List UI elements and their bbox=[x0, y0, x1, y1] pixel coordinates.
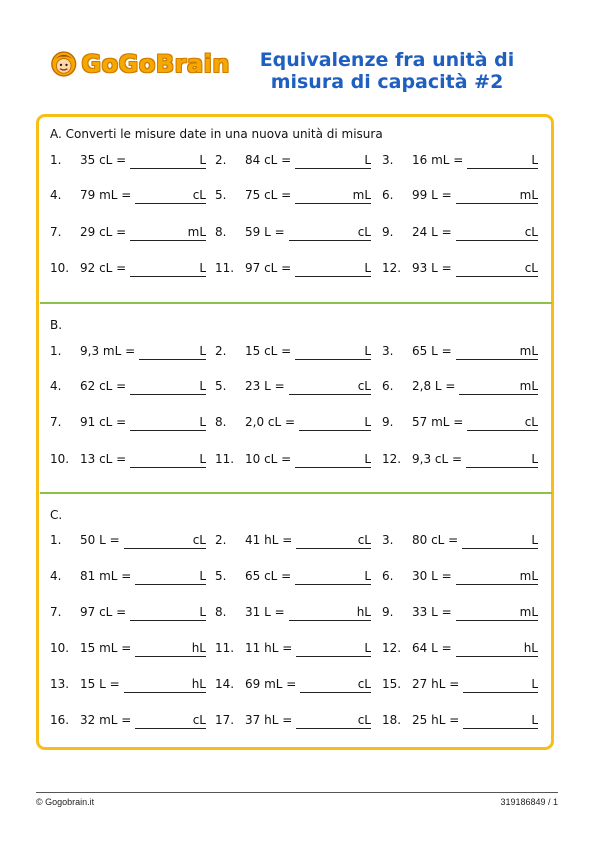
answer-blank[interactable] bbox=[456, 276, 538, 277]
target-unit: hL bbox=[191, 677, 206, 691]
problem-number: 4. bbox=[50, 379, 62, 393]
answer-blank[interactable] bbox=[467, 168, 538, 169]
problem-item bbox=[50, 225, 206, 241]
problem-expression: 25 hL = bbox=[412, 713, 460, 727]
target-unit: L bbox=[199, 605, 206, 619]
answer-blank[interactable] bbox=[295, 168, 371, 169]
problem-item bbox=[382, 677, 538, 693]
target-unit: cL bbox=[357, 677, 371, 691]
problem-expression: 62 cL = bbox=[80, 379, 127, 393]
answer-blank[interactable] bbox=[289, 240, 371, 241]
problem-item bbox=[382, 379, 538, 395]
answer-blank[interactable] bbox=[130, 430, 206, 431]
problem-number: 1. bbox=[50, 344, 62, 358]
problem-item bbox=[50, 153, 206, 169]
problem-number: 4. bbox=[50, 569, 62, 583]
problem-expression: 80 cL = bbox=[412, 533, 459, 547]
problem-item bbox=[215, 415, 371, 431]
problem-expression: 92 cL = bbox=[80, 261, 127, 275]
problem-number: 6. bbox=[382, 569, 394, 583]
problem-number: 11. bbox=[215, 261, 235, 275]
problem-expression: 81 mL = bbox=[80, 569, 132, 583]
problem-number: 6. bbox=[382, 379, 394, 393]
problem-expression: 16 mL = bbox=[412, 153, 464, 167]
problem-number: 11. bbox=[215, 452, 235, 466]
problem-item bbox=[382, 261, 538, 277]
page-title bbox=[237, 49, 537, 93]
section-a-instruction: A. Converti le misure date in una nuova unità di misura bbox=[50, 127, 383, 141]
target-unit: cL bbox=[524, 415, 538, 429]
problem-item bbox=[215, 569, 371, 585]
problem-item bbox=[215, 153, 371, 169]
target-unit: L bbox=[199, 452, 206, 466]
problem-number: 8. bbox=[215, 605, 227, 619]
problem-number: 8. bbox=[215, 415, 227, 429]
target-unit: cL bbox=[357, 533, 371, 547]
problem-number: 7. bbox=[50, 415, 62, 429]
problem-expression: 79 mL = bbox=[80, 188, 132, 202]
answer-blank[interactable] bbox=[296, 548, 371, 549]
target-unit: L bbox=[364, 153, 371, 167]
target-unit: L bbox=[364, 344, 371, 358]
problem-item bbox=[215, 677, 371, 693]
problem-expression: 15 mL = bbox=[80, 641, 132, 655]
target-unit: L bbox=[364, 569, 371, 583]
target-unit: cL bbox=[357, 379, 371, 393]
answer-blank[interactable] bbox=[135, 728, 206, 729]
answer-blank[interactable] bbox=[135, 656, 206, 657]
section-c-label: C. bbox=[50, 508, 63, 522]
target-unit: mL bbox=[519, 605, 538, 619]
section-divider bbox=[40, 492, 552, 494]
problem-number: 6. bbox=[382, 188, 394, 202]
problem-expression: 75 cL = bbox=[245, 188, 292, 202]
target-unit: L bbox=[199, 344, 206, 358]
answer-blank[interactable] bbox=[300, 692, 371, 693]
problem-item bbox=[50, 677, 206, 693]
brand-logo bbox=[50, 44, 230, 84]
section-b-label: B. bbox=[50, 318, 63, 332]
problem-number: 12. bbox=[382, 261, 402, 275]
answer-blank[interactable] bbox=[466, 467, 538, 468]
problem-expression: 57 mL = bbox=[412, 415, 464, 429]
problem-number: 7. bbox=[50, 225, 62, 239]
answer-blank[interactable] bbox=[462, 548, 538, 549]
problem-item bbox=[382, 344, 538, 360]
footer-divider bbox=[36, 792, 558, 793]
target-unit: L bbox=[199, 261, 206, 275]
problem-expression: 31 L = bbox=[245, 605, 285, 619]
target-unit: mL bbox=[352, 188, 371, 202]
target-unit: hL bbox=[356, 605, 371, 619]
problem-expression: 50 L = bbox=[80, 533, 120, 547]
problem-item bbox=[382, 225, 538, 241]
target-unit: cL bbox=[524, 225, 538, 239]
answer-blank[interactable] bbox=[135, 584, 206, 585]
problem-item bbox=[50, 569, 206, 585]
problem-expression: 9,3 cL = bbox=[412, 452, 463, 466]
problem-expression: 65 cL = bbox=[245, 569, 292, 583]
problem-number: 14. bbox=[215, 677, 235, 691]
problem-number: 11. bbox=[215, 641, 235, 655]
problem-number: 9. bbox=[382, 605, 394, 619]
problem-item bbox=[50, 713, 206, 729]
target-unit: L bbox=[364, 415, 371, 429]
target-unit: mL bbox=[519, 379, 538, 393]
answer-blank[interactable] bbox=[467, 430, 538, 431]
answer-blank[interactable] bbox=[456, 203, 538, 204]
answer-blank[interactable] bbox=[456, 584, 538, 585]
problem-number: 17. bbox=[215, 713, 235, 727]
footer-page-id: 319186849 / 1 bbox=[500, 797, 558, 807]
section-divider bbox=[40, 302, 552, 304]
problem-number: 7. bbox=[50, 605, 62, 619]
problem-number: 1. bbox=[50, 533, 62, 547]
answer-blank[interactable] bbox=[295, 359, 371, 360]
answer-blank[interactable] bbox=[130, 467, 206, 468]
answer-blank[interactable] bbox=[289, 620, 371, 621]
problem-item bbox=[215, 379, 371, 395]
problem-item bbox=[215, 713, 371, 729]
problem-item bbox=[215, 188, 371, 204]
problem-expression: 13 cL = bbox=[80, 452, 127, 466]
problem-number: 9. bbox=[382, 225, 394, 239]
answer-blank[interactable] bbox=[456, 359, 538, 360]
problem-item bbox=[215, 225, 371, 241]
problem-expression: 99 L = bbox=[412, 188, 452, 202]
problem-expression: 84 cL = bbox=[245, 153, 292, 167]
problem-item bbox=[382, 415, 538, 431]
problem-number: 10. bbox=[50, 641, 70, 655]
problem-number: 5. bbox=[215, 569, 227, 583]
answer-blank[interactable] bbox=[295, 467, 371, 468]
problem-item bbox=[382, 641, 538, 657]
problem-item bbox=[382, 533, 538, 549]
answer-blank[interactable] bbox=[456, 656, 538, 657]
answer-blank[interactable] bbox=[130, 394, 206, 395]
problem-expression: 24 L = bbox=[412, 225, 452, 239]
target-unit: L bbox=[531, 153, 538, 167]
problem-item bbox=[50, 261, 206, 277]
problem-item bbox=[215, 605, 371, 621]
problem-expression: 35 cL = bbox=[80, 153, 127, 167]
answer-blank[interactable] bbox=[296, 728, 371, 729]
problem-number: 3. bbox=[382, 344, 394, 358]
target-unit: L bbox=[199, 569, 206, 583]
problem-item bbox=[215, 641, 371, 657]
problem-item bbox=[382, 569, 538, 585]
target-unit: L bbox=[199, 153, 206, 167]
problem-expression: 32 mL = bbox=[80, 713, 132, 727]
mascot-icon bbox=[50, 47, 77, 81]
answer-blank[interactable] bbox=[124, 548, 206, 549]
problem-expression: 15 L = bbox=[80, 677, 120, 691]
problem-expression: 69 mL = bbox=[245, 677, 297, 691]
problem-number: 12. bbox=[382, 641, 402, 655]
answer-blank[interactable] bbox=[289, 394, 371, 395]
target-unit: hL bbox=[191, 641, 206, 655]
answer-blank[interactable] bbox=[130, 240, 206, 241]
problem-item bbox=[50, 533, 206, 549]
problem-item bbox=[215, 452, 371, 468]
target-unit: mL bbox=[519, 188, 538, 202]
target-unit: L bbox=[364, 261, 371, 275]
problem-item bbox=[382, 188, 538, 204]
answer-blank[interactable] bbox=[463, 728, 538, 729]
problem-number: 2. bbox=[215, 344, 227, 358]
target-unit: cL bbox=[524, 261, 538, 275]
problem-expression: 29 cL = bbox=[80, 225, 127, 239]
problem-number: 3. bbox=[382, 533, 394, 547]
problem-expression: 23 L = bbox=[245, 379, 285, 393]
problem-expression: 64 L = bbox=[412, 641, 452, 655]
answer-blank[interactable] bbox=[135, 203, 206, 204]
problem-expression: 91 cL = bbox=[80, 415, 127, 429]
target-unit: L bbox=[531, 713, 538, 727]
answer-blank[interactable] bbox=[295, 276, 371, 277]
problem-number: 10. bbox=[50, 261, 70, 275]
brand-name: GoGoBrain bbox=[81, 50, 230, 78]
answer-blank[interactable] bbox=[463, 692, 538, 693]
problem-item bbox=[50, 379, 206, 395]
target-unit: cL bbox=[192, 713, 206, 727]
target-unit: mL bbox=[187, 225, 206, 239]
answer-blank[interactable] bbox=[130, 620, 206, 621]
target-unit: mL bbox=[519, 344, 538, 358]
problem-item bbox=[215, 344, 371, 360]
problem-expression: 2,8 L = bbox=[412, 379, 456, 393]
title-line-2: misura di capacità #2 bbox=[270, 71, 504, 93]
problem-number: 13. bbox=[50, 677, 70, 691]
footer-copyright: © Gogobrain.it bbox=[36, 797, 95, 807]
target-unit: L bbox=[531, 533, 538, 547]
problem-expression: 27 hL = bbox=[412, 677, 460, 691]
problem-number: 3. bbox=[382, 153, 394, 167]
problem-expression: 41 hL = bbox=[245, 533, 293, 547]
problem-expression: 2,0 cL = bbox=[245, 415, 296, 429]
problem-item bbox=[50, 452, 206, 468]
problem-number: 2. bbox=[215, 153, 227, 167]
answer-blank[interactable] bbox=[456, 620, 538, 621]
problem-expression: 65 L = bbox=[412, 344, 452, 358]
problem-number: 16. bbox=[50, 713, 70, 727]
problem-expression: 97 cL = bbox=[80, 605, 127, 619]
problem-number: 15. bbox=[382, 677, 402, 691]
answer-blank[interactable] bbox=[295, 584, 371, 585]
target-unit: mL bbox=[519, 569, 538, 583]
problem-expression: 11 hL = bbox=[245, 641, 293, 655]
target-unit: L bbox=[199, 415, 206, 429]
problem-expression: 15 cL = bbox=[245, 344, 292, 358]
problem-item bbox=[215, 533, 371, 549]
problem-item bbox=[50, 344, 206, 360]
problem-number: 5. bbox=[215, 379, 227, 393]
problem-number: 12. bbox=[382, 452, 402, 466]
problem-item bbox=[382, 153, 538, 169]
problem-expression: 37 hL = bbox=[245, 713, 293, 727]
answer-blank[interactable] bbox=[299, 430, 371, 431]
problem-expression: 97 cL = bbox=[245, 261, 292, 275]
answer-blank[interactable] bbox=[456, 240, 538, 241]
title-line-1: Equivalenze fra unità di bbox=[259, 49, 515, 71]
problem-number: 4. bbox=[50, 188, 62, 202]
problem-expression: 9,3 mL = bbox=[80, 344, 136, 358]
answer-blank[interactable] bbox=[130, 168, 206, 169]
problem-number: 5. bbox=[215, 188, 227, 202]
problem-expression: 93 L = bbox=[412, 261, 452, 275]
target-unit: hL bbox=[523, 641, 538, 655]
problem-item bbox=[50, 605, 206, 621]
problem-expression: 30 L = bbox=[412, 569, 452, 583]
target-unit: L bbox=[364, 641, 371, 655]
problem-expression: 33 L = bbox=[412, 605, 452, 619]
problem-number: 1. bbox=[50, 153, 62, 167]
answer-blank[interactable] bbox=[139, 359, 206, 360]
problem-item bbox=[50, 641, 206, 657]
problem-item bbox=[382, 452, 538, 468]
answer-blank[interactable] bbox=[295, 203, 371, 204]
target-unit: cL bbox=[357, 225, 371, 239]
problem-item bbox=[215, 261, 371, 277]
problem-item bbox=[50, 188, 206, 204]
answer-blank[interactable] bbox=[130, 276, 206, 277]
problem-number: 8. bbox=[215, 225, 227, 239]
problem-expression: 10 cL = bbox=[245, 452, 292, 466]
target-unit: L bbox=[364, 452, 371, 466]
target-unit: cL bbox=[192, 533, 206, 547]
answer-blank[interactable] bbox=[296, 656, 371, 657]
problem-number: 2. bbox=[215, 533, 227, 547]
problem-number: 10. bbox=[50, 452, 70, 466]
problem-number: 9. bbox=[382, 415, 394, 429]
answer-blank[interactable] bbox=[459, 394, 538, 395]
target-unit: cL bbox=[357, 713, 371, 727]
problem-number: 18. bbox=[382, 713, 402, 727]
problem-item bbox=[382, 713, 538, 729]
target-unit: cL bbox=[192, 188, 206, 202]
problem-expression: 59 L = bbox=[245, 225, 285, 239]
problem-item bbox=[50, 415, 206, 431]
target-unit: L bbox=[531, 677, 538, 691]
target-unit: L bbox=[531, 452, 538, 466]
answer-blank[interactable] bbox=[124, 692, 206, 693]
problem-item bbox=[382, 605, 538, 621]
target-unit: L bbox=[199, 379, 206, 393]
